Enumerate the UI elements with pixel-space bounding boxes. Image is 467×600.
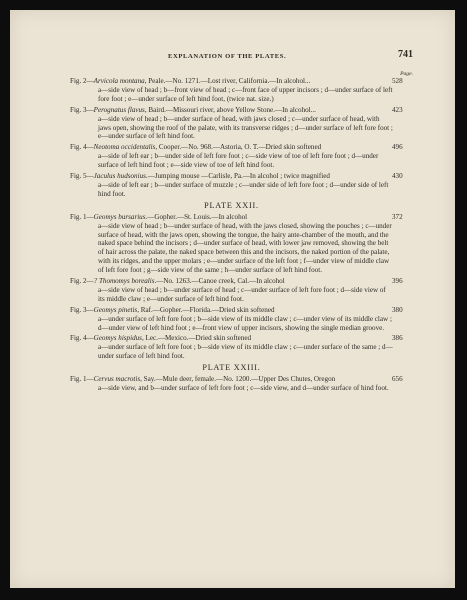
species-name: Perognatus flavus: [93, 105, 145, 114]
figure-caption-line: [70, 334, 393, 343]
page-column-label: Page.: [400, 71, 413, 77]
figure-description: a—side view of head ; b—under surface of head, with the jaws closed, showing the pouches ; c—under surface of head, with the jaws open, showing the tongue, the hairy ante-chamber of the mouth, and the naked space behind the incisors ; d—under surface of head, with lower jaw removed, showing the belt of hair across the palate, the naked space between this and the incisors, the naked portion of the palate, with its ridges, and the upper molars ; e—under surface of the left foot ; f—under view of middle claw of left fore foot ; g—side view of the same ; h—under surface of left hind foot.: [98, 221, 392, 275]
specimen-details: .—Jumping mouse —Carlisle, Pa.—In alcohol ; twice magnified: [145, 172, 330, 181]
figure-entry: [70, 172, 403, 199]
species-name: Neotoma occidentalis: [93, 143, 156, 152]
book-page: [10, 10, 455, 588]
figure-description: a—under surface of left fore foot ; b—side view of its middle claw ; c—under surface of the same ; d—under surface of left hind foot.: [98, 343, 393, 361]
plate-heading: PLATE XXII.: [204, 200, 259, 210]
figure-label: Fig. 2—: [70, 277, 94, 286]
species-name: Geomys bursarius: [93, 212, 146, 221]
figure-description: a—side of left ear ; b—under side of left fore foot ; c—side view of toe of left fore foot ; d—under surface of left hind foot ; e—side view of toe of left hind foot.: [98, 152, 379, 170]
page-reference: 528: [392, 77, 403, 85]
page-reference: 496: [392, 143, 403, 152]
species-name: Geomys pinetis: [93, 305, 138, 314]
figure-description: a—side view, and b—under surface of left fore foot ; c—side view, and d—under surface of hind foot.: [98, 384, 389, 392]
specimen-details: , Baird.—Missouri river, above Yellow Stone.—In alcohol...: [144, 105, 316, 114]
figure-entry: [70, 375, 403, 393]
plate-heading: PLATE XXIII.: [202, 363, 261, 373]
figure-entry: [70, 105, 403, 142]
page-reference: 386: [392, 334, 403, 343]
figure-label: Fig. 2—: [70, 77, 94, 85]
species-name: ? Thomomys borealis: [93, 277, 155, 286]
species-name: Arvicola montana: [93, 77, 145, 85]
specimen-details: , Say.—Mule deer, female.—No. 1200.—Upper Des Chutes, Oregon: [140, 375, 336, 384]
figure-description: a—side of left ear ; b—under surface of muzzle ; c—under side of left fore foot ; d—under side of left hind foot.: [98, 180, 389, 198]
running-title: EXPLANATION OF THE PLATES.: [168, 53, 287, 60]
figure-caption-line: [70, 172, 393, 181]
figure-caption-line: [70, 106, 393, 115]
figure-label: Fig. 3—: [70, 105, 94, 114]
figure-entry: [70, 143, 403, 170]
specimen-details: , Raf.—Gopher.—Florida.—Dried skin softened: [137, 305, 275, 314]
page-reference: 372: [392, 212, 403, 221]
figure-caption-line: [70, 143, 393, 152]
species-name: Cervus macrotis: [93, 375, 141, 384]
figure-description: a—side view of head ; b—front view of head ; c—front face of upper incisors ; d—under surface of left fore foot ; e—under surface of left hind foot, (twice nat. size.): [98, 85, 393, 103]
figure-label: Fig. 4—: [70, 143, 94, 152]
figure-label: Fig. 5—: [70, 172, 94, 181]
page-reference: 380: [392, 305, 403, 314]
figure-caption-line: [70, 77, 393, 86]
page-reference: 656: [392, 375, 403, 384]
figure-label: Fig. 3—: [70, 305, 94, 314]
specimen-details: .—Gopher.—St. Louis.—In alcohol: [145, 212, 248, 221]
page-reference: 396: [392, 277, 403, 286]
figure-entry: [70, 334, 403, 361]
figure-description: a—side view of head ; b—under surface of head, with jaws closed ; c—under surface of head, with jaws open, showing the roof of the palate, with its transverse ridges ; d—under surface of left fore foot ; e—under surface of left hind foot.: [98, 114, 393, 141]
figure-description: a—side view of head ; b—under surface of head ; c—under surface of left fore foot ; d—side view of its middle claw ; e—under surface of left hind foot.: [98, 285, 386, 303]
figure-label: Fig. 1—: [70, 375, 94, 384]
figure-label: Fig. 4—: [70, 334, 94, 343]
figure-entry: [70, 77, 403, 104]
page-reference: 423: [392, 105, 403, 114]
figure-entry: [70, 277, 403, 304]
plate-explanations: [70, 77, 403, 395]
figure-entry: [70, 212, 403, 275]
page-reference: 430: [392, 172, 403, 181]
figure-label: Fig. 1—: [70, 212, 94, 221]
figure-caption-line: [70, 306, 393, 315]
species-name: Jaculus hudsonius: [93, 172, 146, 181]
page-header: [10, 50, 455, 66]
figure-caption-line: [70, 375, 393, 384]
figure-caption-line: [70, 213, 393, 222]
specimen-details: , Cooper.—No. 968.—Astoria, O. T.—Dried skin softened: [155, 143, 322, 152]
specimen-details: , Peale.—No. 1271.—Lost river, California.—In alcohol...: [144, 77, 311, 85]
species-name: Geomys hispidus: [93, 334, 142, 343]
specimen-details: .—No. 1263.—Canoe creek, Cal.—In alcohol: [154, 277, 285, 286]
page-number: 741: [398, 49, 413, 60]
figure-description: a—under surface of left fore foot ; b—side view of its middle claw ; c—under view of its middle claw ; d—under view of left hind foot ; e—front view of upper incisors, showing the single median groove.: [98, 314, 392, 332]
figure-entry: [70, 305, 403, 333]
figure-caption-line: [70, 277, 393, 286]
specimen-details: , Lec.—Mexico.—Dried skin softened: [141, 334, 252, 343]
